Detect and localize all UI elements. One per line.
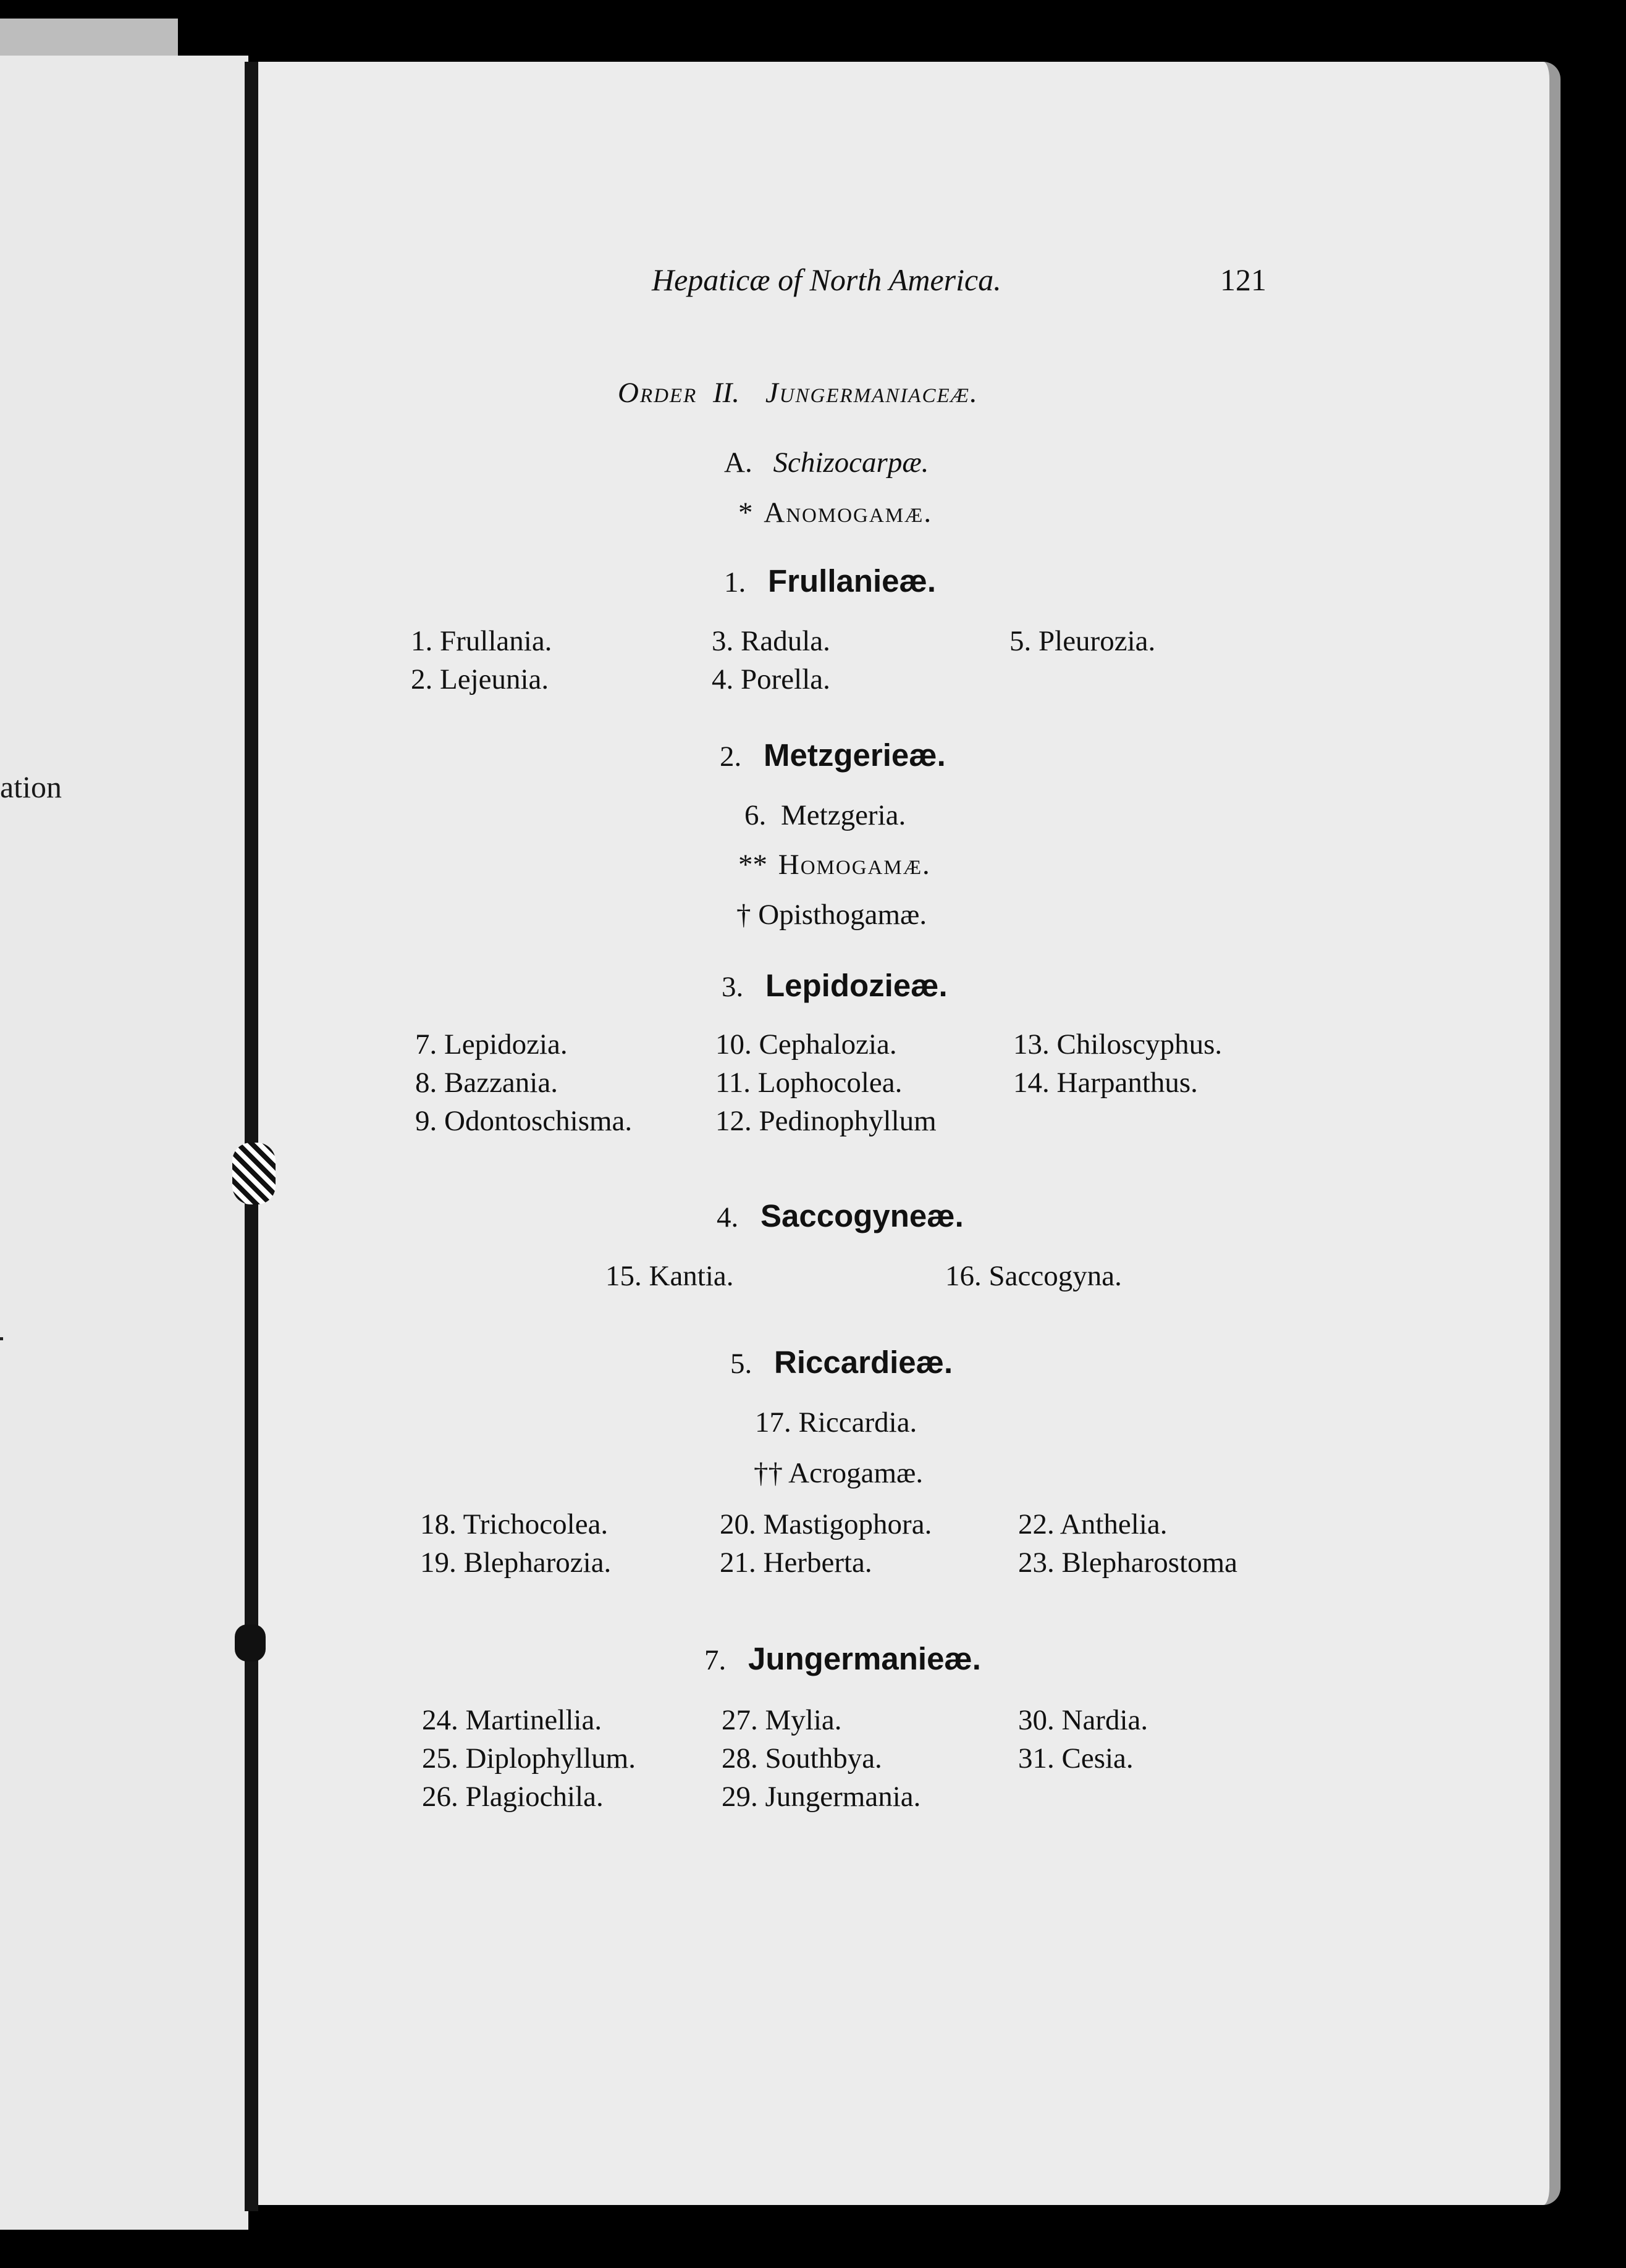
genus-name: Porella. (741, 663, 830, 695)
genus-name: Riccardia. (798, 1406, 917, 1438)
tribe-name: Lepidozieæ. (765, 968, 948, 1003)
genus-number: 28. (722, 1742, 758, 1774)
genus-entry (755, 1408, 917, 1437)
genus-entry (411, 665, 549, 694)
genus-entry (1013, 1030, 1222, 1059)
genus-entry (1018, 1744, 1134, 1773)
group-label: A. (724, 447, 752, 479)
genus-entry (1018, 1706, 1148, 1735)
binding-thread (232, 1143, 276, 1204)
genus-number: 25. (422, 1742, 458, 1774)
genus-name: Diplophyllum. (465, 1742, 636, 1774)
genus-name: Cephalozia. (759, 1028, 897, 1060)
genus-number: 13. (1013, 1028, 1050, 1060)
tribe-name: Saccogyneæ. (760, 1198, 964, 1233)
genus-name: Lejeunia. (440, 663, 549, 695)
tribe-name: Metzgerieæ. (764, 737, 946, 773)
genus-name: Radula. (741, 625, 830, 657)
genus-number: 17. (755, 1406, 791, 1438)
genus-entry (422, 1783, 604, 1812)
genus-entry (422, 1744, 636, 1773)
genus-entry (720, 1510, 932, 1539)
left-page (0, 56, 248, 2230)
genus-entry (415, 1030, 568, 1059)
genus-name: Mastigophora. (763, 1508, 932, 1540)
page-number: 121 (1220, 262, 1266, 297)
genus-number: 16. (945, 1260, 982, 1292)
order-numeral: II. (713, 377, 740, 409)
genus-name: Southbya. (765, 1742, 882, 1774)
genus-name: Martinellia. (465, 1704, 602, 1736)
genus-number: 14. (1013, 1067, 1050, 1099)
genus-number: 6. (744, 799, 767, 831)
running-title: Hepaticæ of North America. (652, 262, 1001, 297)
group-heading (724, 448, 929, 477)
tribe-name: Riccardieæ. (774, 1345, 953, 1380)
genus-number: 5. (1009, 625, 1032, 657)
subgroup-mark: ** (738, 849, 767, 881)
genus-number: 18. (420, 1508, 457, 1540)
tribe-name: Frullanieæ. (768, 563, 937, 598)
genus-entry (712, 665, 830, 694)
genus-name: Nardia. (1061, 1704, 1148, 1736)
binding-thread (235, 1624, 266, 1661)
genus-number: 23. (1018, 1547, 1055, 1579)
genus-name: Saccogyna. (988, 1260, 1122, 1292)
genus-entry (715, 1030, 897, 1059)
genus-number: 12. (715, 1105, 752, 1137)
tribe-name: Jungermanieæ. (748, 1641, 981, 1676)
genus-entry (722, 1744, 882, 1773)
genus-number: 26. (422, 1781, 458, 1813)
left-page-mark (0, 1337, 3, 1340)
genus-name: Metzgeria. (781, 799, 906, 831)
genus-name: Kantia. (649, 1260, 734, 1292)
genus-entry (415, 1107, 632, 1136)
genus-number: 1. (724, 566, 746, 598)
genus-number: 11. (715, 1067, 751, 1099)
genus-number: 4. (717, 1201, 739, 1233)
tribe-heading (724, 565, 936, 597)
section-heading (754, 1459, 923, 1488)
genus-name: Lophocolea. (757, 1067, 903, 1099)
genus-name: Herberta. (763, 1547, 872, 1579)
genus-name: Odontoschisma. (444, 1105, 633, 1137)
genus-name: Blepharozia. (463, 1547, 612, 1579)
genus-number: 24. (422, 1704, 458, 1736)
tribe-heading (704, 1643, 981, 1675)
genus-entry (1018, 1548, 1237, 1577)
subgroup-name: Anomogamæ. (764, 497, 933, 529)
genus-name: Harpanthus. (1056, 1067, 1198, 1099)
order-name: Jungermaniaceæ. (765, 377, 979, 409)
left-page-text-fragment: ation (0, 770, 62, 804)
genus-name: Anthelia. (1059, 1508, 1168, 1540)
tribe-heading (717, 1200, 964, 1232)
genus-entry (945, 1262, 1122, 1291)
genus-name: Jungermania. (765, 1781, 921, 1813)
genus-entry (420, 1548, 611, 1577)
genus-name: Blepharostoma (1061, 1547, 1238, 1579)
genus-name: Trichocolea. (463, 1508, 609, 1540)
section-mark: † (736, 899, 751, 931)
genus-name: Chiloscyphus. (1056, 1028, 1223, 1060)
section-heading (736, 901, 927, 930)
genus-entry (712, 627, 830, 656)
genus-entry (715, 1107, 937, 1136)
genus-entry (1009, 627, 1155, 656)
genus-entry (422, 1706, 602, 1735)
section-name: Opisthogamæ. (758, 899, 927, 931)
tribe-heading (730, 1346, 953, 1379)
genus-entry (1018, 1510, 1168, 1539)
genus-number: 9. (415, 1105, 437, 1137)
genus-entry (720, 1548, 872, 1577)
tribe-heading (722, 970, 948, 1002)
genus-number: 10. (715, 1028, 752, 1060)
genus-name: Bazzania. (444, 1067, 558, 1099)
order-label: Order (618, 377, 697, 409)
genus-number: 3. (722, 971, 744, 1003)
genus-number: 15. (605, 1260, 642, 1292)
genus-number: 27. (722, 1704, 758, 1736)
genus-name: Frullania. (440, 625, 552, 657)
genus-entry (411, 627, 552, 656)
subgroup-name: Homogamæ. (778, 849, 931, 881)
genus-number: 20. (720, 1508, 756, 1540)
genus-entry (744, 801, 906, 830)
genus-entry (605, 1262, 734, 1291)
genus-entry (1013, 1069, 1198, 1098)
subgroup-heading (738, 498, 932, 527)
genus-number: 21. (720, 1547, 756, 1579)
section-name: Acrogamæ. (788, 1457, 924, 1489)
genus-number: 31. (1018, 1742, 1055, 1774)
section-mark: †† (754, 1457, 783, 1489)
genus-number: 29. (722, 1781, 758, 1813)
genus-number: 1. (411, 625, 433, 657)
genus-number: 7. (704, 1644, 727, 1676)
order-heading (618, 379, 979, 408)
genus-entry (722, 1783, 920, 1812)
genus-number: 22. (1018, 1508, 1055, 1540)
genus-entry (415, 1069, 558, 1098)
genus-number: 2. (720, 741, 742, 773)
genus-number: 4. (712, 663, 734, 695)
genus-number: 30. (1018, 1704, 1055, 1736)
genus-number: 5. (730, 1348, 752, 1380)
genus-name: Pedinophyllum (759, 1105, 937, 1137)
subgroup-mark: * (738, 497, 753, 529)
genus-entry (420, 1510, 608, 1539)
book-gutter (245, 62, 258, 2211)
genus-name: Cesia. (1061, 1742, 1134, 1774)
genus-name: Mylia. (765, 1704, 842, 1736)
genus-name: Lepidozia. (444, 1028, 568, 1060)
genus-number: 2. (411, 663, 433, 695)
genus-number: 7. (415, 1028, 437, 1060)
genus-number: 19. (420, 1547, 457, 1579)
genus-entry (722, 1706, 842, 1735)
group-name: Schizocarpæ. (773, 447, 929, 479)
subgroup-heading (738, 850, 931, 880)
genus-name: Pleurozia. (1038, 625, 1156, 657)
genus-name: Plagiochila. (465, 1781, 604, 1813)
genus-number: 8. (415, 1067, 437, 1099)
genus-entry (715, 1069, 902, 1098)
tribe-heading (720, 739, 946, 771)
genus-number: 3. (712, 625, 734, 657)
